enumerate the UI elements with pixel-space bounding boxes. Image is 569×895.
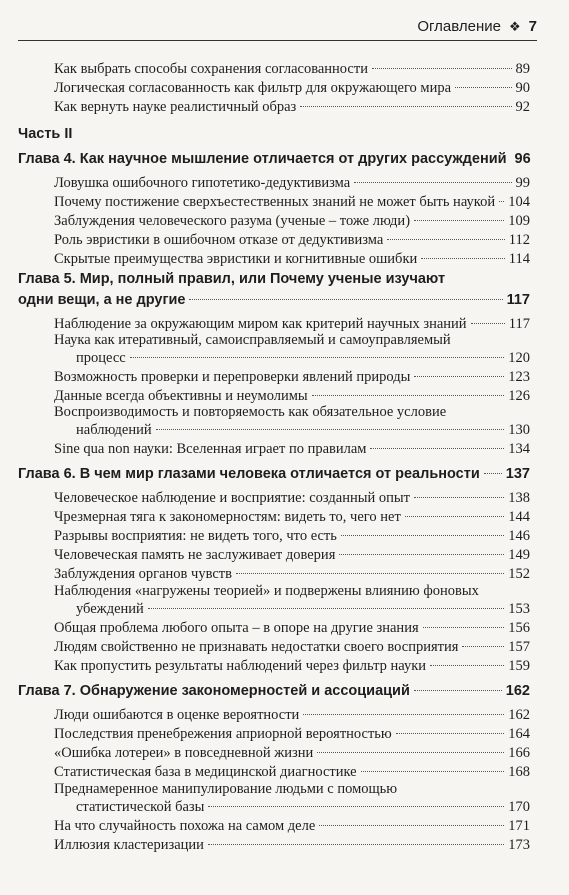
running-header bbox=[18, 14, 537, 41]
toc-entry: Разрывы восприятия: не видеть того, что есть 146 bbox=[54, 528, 530, 544]
chapter-heading: Глава 7. Обнаружение закономерностей и ассоциаций 162 bbox=[18, 683, 530, 699]
toc-entry: Статистическая база в медицинской диагностике 168 bbox=[54, 764, 530, 780]
chapter-heading: Глава 4. Как научное мышление отличается от других рассуждений 96 bbox=[18, 151, 531, 167]
toc-entry: Последствия пренебрежения априорной вероятностью 164 bbox=[54, 726, 530, 742]
ornament-icon: ❖ bbox=[509, 19, 521, 34]
toc-entry: наблюдений 130 bbox=[76, 422, 530, 438]
chapter-heading-line1: Глава 5. Мир, полный правил, или Почему ученые изучают bbox=[18, 271, 446, 287]
header-page-number: 7 bbox=[528, 18, 537, 35]
toc-entry-line1: Наука как итеративный, самоисправляемый и самоуправляемый bbox=[54, 332, 451, 348]
toc-entry-line1: Наблюдения «нагружены теорией» и подвержены влиянию фоновых bbox=[54, 583, 479, 599]
toc-entry: убеждений 153 bbox=[76, 601, 530, 617]
toc-entry: статистической базы 170 bbox=[76, 799, 530, 815]
toc-entry: Возможность проверки и перепроверки явлений природы 123 bbox=[54, 369, 530, 385]
toc-entry: Логическая согласованность как фильтр для окружающего мира 90 bbox=[54, 80, 530, 96]
toc-entry: Людям свойственно не признавать недостатки своего восприятия 157 bbox=[54, 639, 530, 655]
toc-entry: Иллюзия кластеризации 173 bbox=[54, 837, 530, 853]
chapter-heading: одни вещи, а не другие 117 bbox=[18, 292, 530, 308]
toc-entry: Заблуждения органов чувств 152 bbox=[54, 566, 530, 582]
chapter-heading: Глава 6. В чем мир глазами человека отличается от реальности 137 bbox=[18, 466, 530, 482]
toc-entry: Люди ошибаются в оценке вероятности 162 bbox=[54, 707, 530, 723]
toc-entry: Как пропустить результаты наблюдений через фильтр науки 159 bbox=[54, 658, 530, 674]
toc-entry: Как вернуть науке реалистичный образ 92 bbox=[54, 99, 530, 115]
toc-entry: Наблюдение за окружающим миром как критерий научных знаний 117 bbox=[54, 316, 530, 332]
part-heading: Часть II bbox=[18, 126, 73, 142]
toc-entry: процесс 120 bbox=[76, 350, 530, 366]
toc-entry: Роль эвристики в ошибочном отказе от дедуктивизма 112 bbox=[54, 232, 530, 248]
toc-entry: Чрезмерная тяга к закономерностям: видеть то, чего нет 144 bbox=[54, 509, 530, 525]
toc-entry: Sine qua non науки: Вселенная играет по правилам 134 bbox=[54, 441, 530, 457]
toc-entry: Общая проблема любого опыта – в опоре на другие знания 156 bbox=[54, 620, 530, 636]
toc-entry: Ловушка ошибочного гипотетико-дедуктивизма 99 bbox=[54, 175, 530, 191]
toc-entry-line1: Преднамеренное манипулирование людьми с помощью bbox=[54, 781, 398, 797]
toc-entry: Данные всегда объективны и неумолимы 126 bbox=[54, 388, 530, 404]
toc-entry: На что случайность похожа на самом деле 171 bbox=[54, 818, 530, 834]
toc-entry-line1: Воспроизводимость и повторяемость как обязательное условие bbox=[54, 404, 447, 420]
toc-entry: «Ошибка лотереи» в повседневной жизни 166 bbox=[54, 745, 530, 761]
toc-entry: Человеческая память не заслуживает доверия 149 bbox=[54, 547, 530, 563]
toc-entry: Почему постижение сверхъестественных знаний не может быть наукой 104 bbox=[54, 194, 530, 210]
toc-entry: Заблуждения человеческого разума (ученые – тоже люди) 109 bbox=[54, 213, 530, 229]
toc-entry: Как выбрать способы сохранения согласованности 89 bbox=[54, 61, 530, 77]
toc-entry: Скрытые преимущества эвристики и когнитивные ошибки 114 bbox=[54, 251, 530, 267]
header-title: Оглавление bbox=[417, 18, 501, 35]
toc-entry: Человеческое наблюдение и восприятие: созданный опыт 138 bbox=[54, 490, 530, 506]
